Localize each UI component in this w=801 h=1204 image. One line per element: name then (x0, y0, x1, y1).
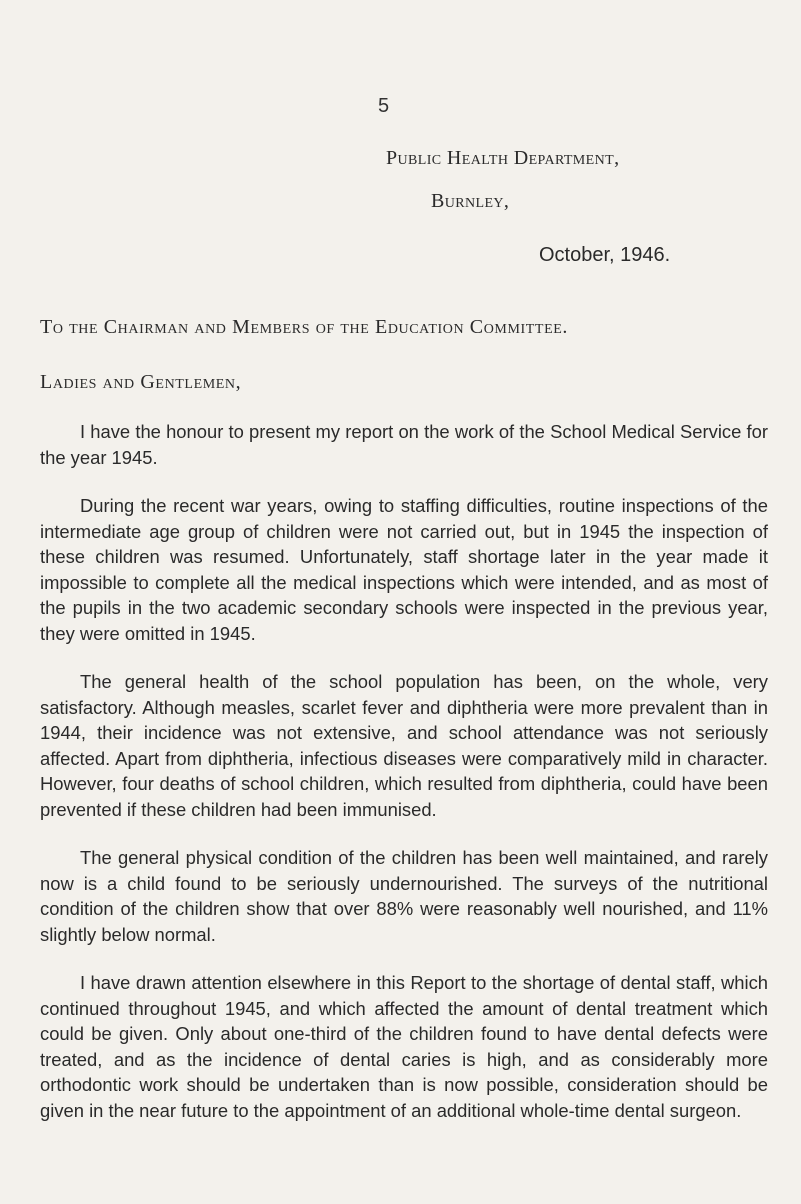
addressee: To the Chairman and Members of the Education Committee. (40, 316, 568, 338)
page-number: 5 (378, 95, 390, 117)
paragraph: I have drawn attention elsewhere in this Report to the shortage of dental staff, which continued throughout 1945, and which affected the amount of dental treatment which could be given. Only about one-third of the children found to have dental defects were treated, and as the incidence of dental caries is high, and as considerably more orthodontic work should be undertaken than is now possible, consideration should be given in the near future to the appointment of an additional whole-time dental surgeon. (40, 972, 768, 1121)
paragraph: The general physical condition of the children has been well maintained, and rarely now is a child found to be seriously undernourished. The surveys of the nutritional condition of the children show that over 88% were reasonably well nourished, and 11% slightly below normal. (40, 847, 768, 945)
paragraph: I have the honour to present my report on the work of the School Medical Service for the year 1945. (40, 421, 768, 468)
sender-town: Burnley, (431, 190, 510, 212)
letter-date: October, 1946. (539, 244, 671, 266)
paragraph: During the recent war years, owing to staffing difficulties, routine inspections of the intermediate age group of children were not carried out, but in 1945 the inspection of these children was resumed. Unfortunately, staff shortage later in the year made it impossible to complete all the medical inspections which were intended, and as most of the pupils in the two academic secondary schools were inspected in the previous year, they were omitted in 1945. (40, 495, 768, 644)
paragraph: The general health of the school population has been, on the whole, very satisfactory. Although measles, scarlet fever and diphtheria were more prevalent than in 1944, their incidence was not extensive, and school attendance was not seriously affected. Apart from diphtheria, infectious diseases were comparatively mild in character. However, four deaths of school children, which resulted from diphtheria, could have been prevented if these children had been immunised. (40, 671, 768, 820)
letter-body (40, 419, 768, 1146)
sender-department: Public Health Department, (386, 147, 620, 169)
salutation: Ladies and Gentlemen, (40, 371, 242, 393)
